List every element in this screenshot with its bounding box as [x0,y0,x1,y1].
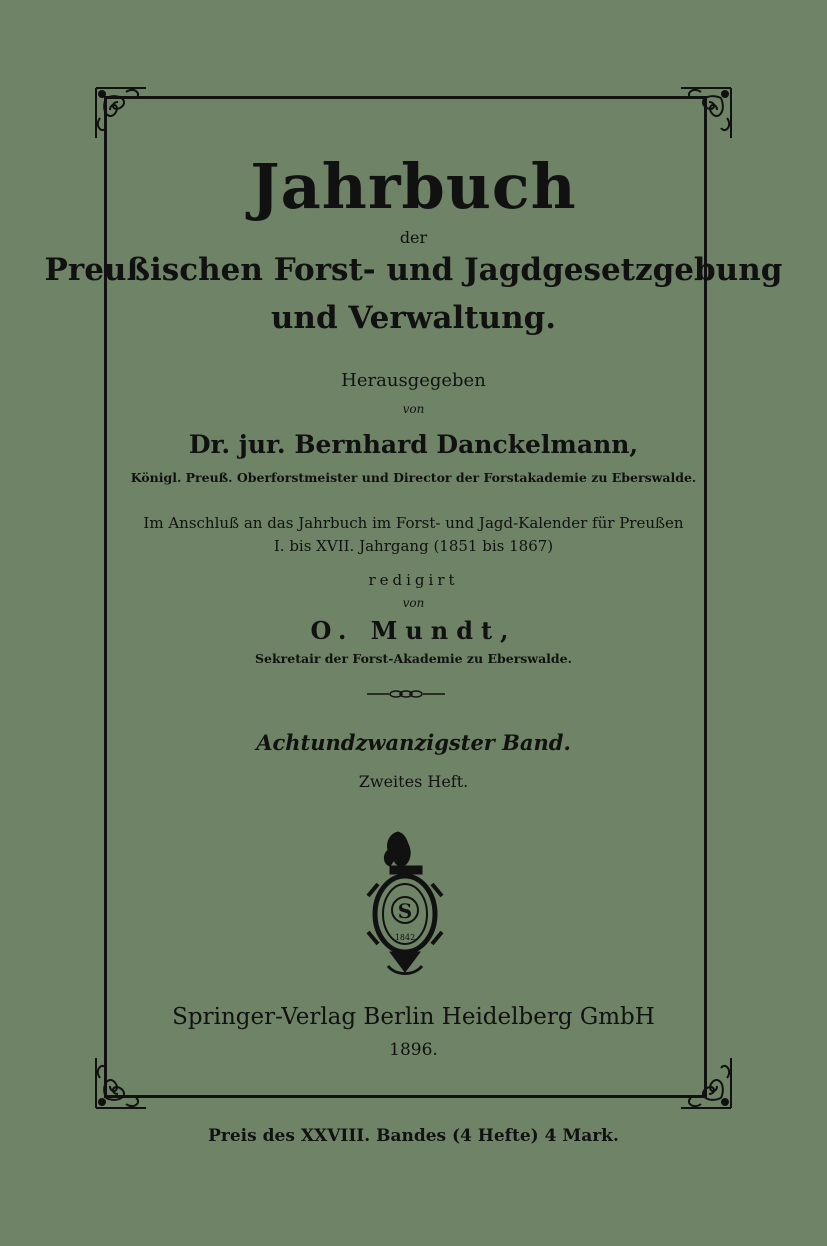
subtitle-line-1: Preußischen Forst- und Jagdgesetzgebung [44,252,783,288]
by-label: von [402,596,425,610]
publication-year: 1896. [389,1040,438,1060]
redactor-role: Sekretair der Forst-Akademie zu Eberswalde. [255,651,572,666]
price-note: Preis des XXVIII. Bandes (4 Hefte) 4 Mark. [208,1126,619,1146]
editor-name: Dr. jur. Bernhard Danckelmann, [188,430,639,459]
series-note-line-2: I. bis XVII. Jahrgang (1851 bis 1867) [273,537,554,555]
corner-ornament-icon [90,82,152,144]
logo-letter: S [397,899,413,923]
by-label: von [402,402,425,416]
editor-role: Königl. Preuß. Oberforstmeister und Director der Forstakademie zu Eberswalde. [130,470,697,485]
subtitle-line-2: und Verwaltung. [270,300,557,336]
publisher-name: Springer-Verlag Berlin Heidelberg GmbH [172,1004,655,1030]
logo-year: 1842 [394,933,416,942]
title-connector: der [399,228,428,247]
volume-label: Achtundzwanzigster Band. [256,730,571,755]
redacted-by-label: redigirt [368,571,459,589]
corner-ornament-icon [90,1052,152,1114]
corner-ornament-icon [675,1052,737,1114]
divider-ornament-icon [367,685,445,697]
issue-label: Zweites Heft. [358,772,469,791]
corner-ornament-icon [675,82,737,144]
edited-by-label: Herausgegeben [341,370,486,391]
redactor-name: O. Mundt, [310,616,517,645]
book-title: Jahrbuch [250,150,577,223]
series-note-line-1: Im Anschluß an das Jahrbuch im Forst- und Jagd-Kalender für Preußen [143,514,684,532]
springer-chess-knight-logo-icon [360,826,450,981]
